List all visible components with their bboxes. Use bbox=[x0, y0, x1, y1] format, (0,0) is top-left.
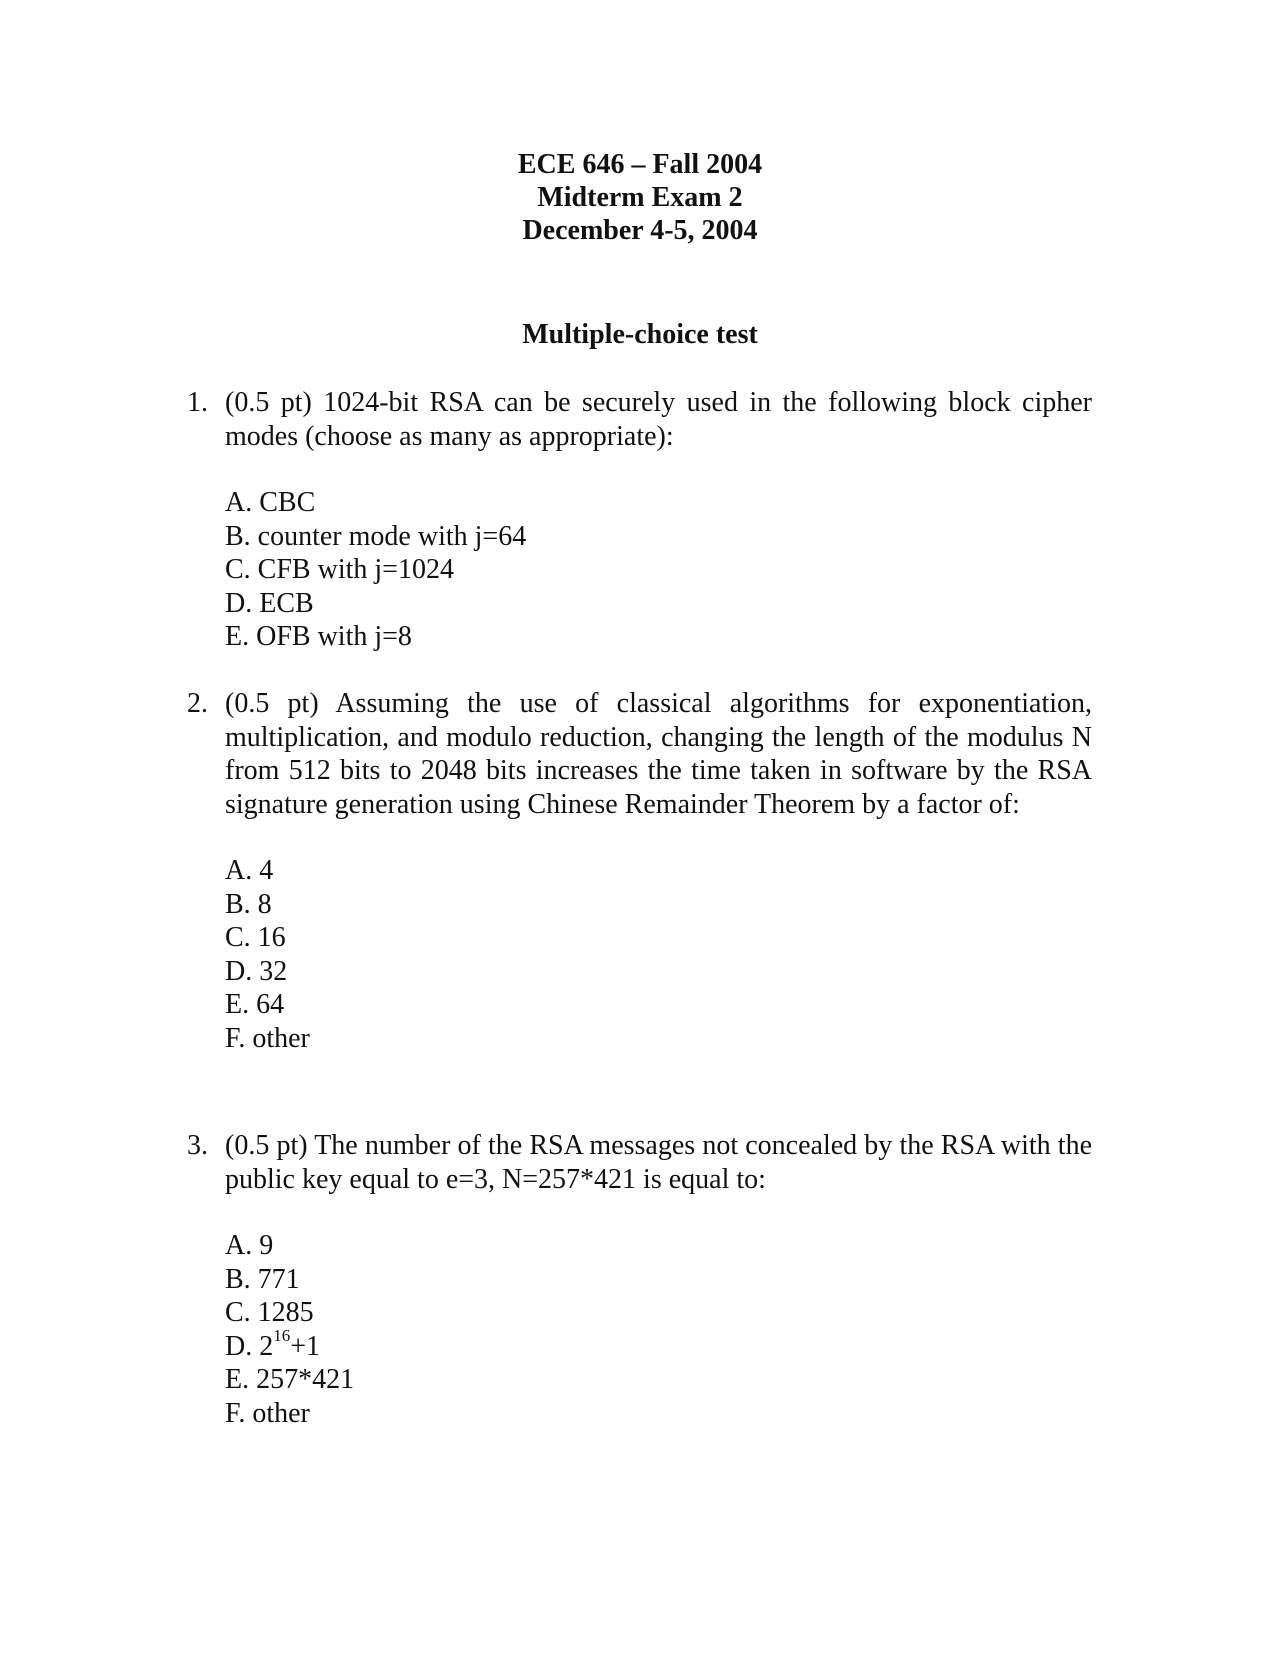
option-a: A. CBC bbox=[225, 487, 316, 518]
option-e: E. OFB with j=8 bbox=[225, 621, 412, 652]
question-body: (0.5 pt) The number of the RSA messages not concealed by the RSA with the public key equal to e=3, N=257*421 is equal to: bbox=[225, 1130, 1092, 1195]
question-number: 3. bbox=[187, 1130, 208, 1161]
option-f: F. other bbox=[225, 1022, 310, 1054]
question-1-options bbox=[225, 486, 1092, 654]
exam-date: December 4-5, 2004 bbox=[522, 215, 758, 246]
option-d-suffix: +1 bbox=[290, 1330, 321, 1362]
exam-title: Midterm Exam 2 bbox=[537, 182, 743, 213]
question-1 bbox=[187, 386, 1092, 654]
option-a: A. 9 bbox=[225, 1230, 274, 1261]
option-b: B. 8 bbox=[225, 888, 272, 920]
option-d-exponent: 16 bbox=[273, 1326, 291, 1346]
option-d: D. ECB bbox=[225, 587, 314, 619]
option-b: B. counter mode with j=64 bbox=[225, 520, 527, 552]
option-a: A. 4 bbox=[225, 855, 274, 886]
option-e: E. 257*421 bbox=[225, 1364, 355, 1395]
question-2 bbox=[187, 687, 1092, 1055]
option-b: B. 771 bbox=[225, 1263, 300, 1295]
option-c: C. 16 bbox=[225, 922, 286, 953]
option-d-prefix: D. 2 bbox=[225, 1330, 274, 1362]
option-d bbox=[225, 1326, 1092, 1364]
option-c: C. CFB with j=1024 bbox=[225, 554, 454, 585]
question-1-text bbox=[187, 386, 1092, 453]
option-d: D. 32 bbox=[225, 955, 288, 987]
question-number: 1. bbox=[187, 387, 208, 418]
question-2-text bbox=[187, 687, 1092, 821]
course-title: ECE 646 – Fall 2004 bbox=[517, 149, 763, 180]
exam-header bbox=[0, 148, 1280, 247]
question-2-options bbox=[225, 854, 1092, 1055]
question-body: (0.5 pt) 1024-bit RSA can be securely used in the following block cipher modes (choose as many as appropriate): bbox=[225, 387, 1092, 452]
question-body: (0.5 pt) Assuming the use of classical algorithms for exponentiation, multiplication, and modulo reduction, changing the length of the modulus N from 512 bits to 2048 bits increases the time taken in software by the RSA signature generation using Chinese Remainder Theorem by a factor of: bbox=[225, 688, 1092, 820]
section-title: Multiple-choice test bbox=[522, 319, 758, 350]
option-c: C. 1285 bbox=[225, 1297, 314, 1328]
question-number: 2. bbox=[187, 688, 208, 719]
question-3-text bbox=[187, 1129, 1092, 1196]
question-3 bbox=[187, 1129, 1092, 1430]
option-e: E. 64 bbox=[225, 989, 285, 1020]
option-f: F. other bbox=[225, 1397, 310, 1429]
question-3-options bbox=[225, 1229, 1092, 1430]
